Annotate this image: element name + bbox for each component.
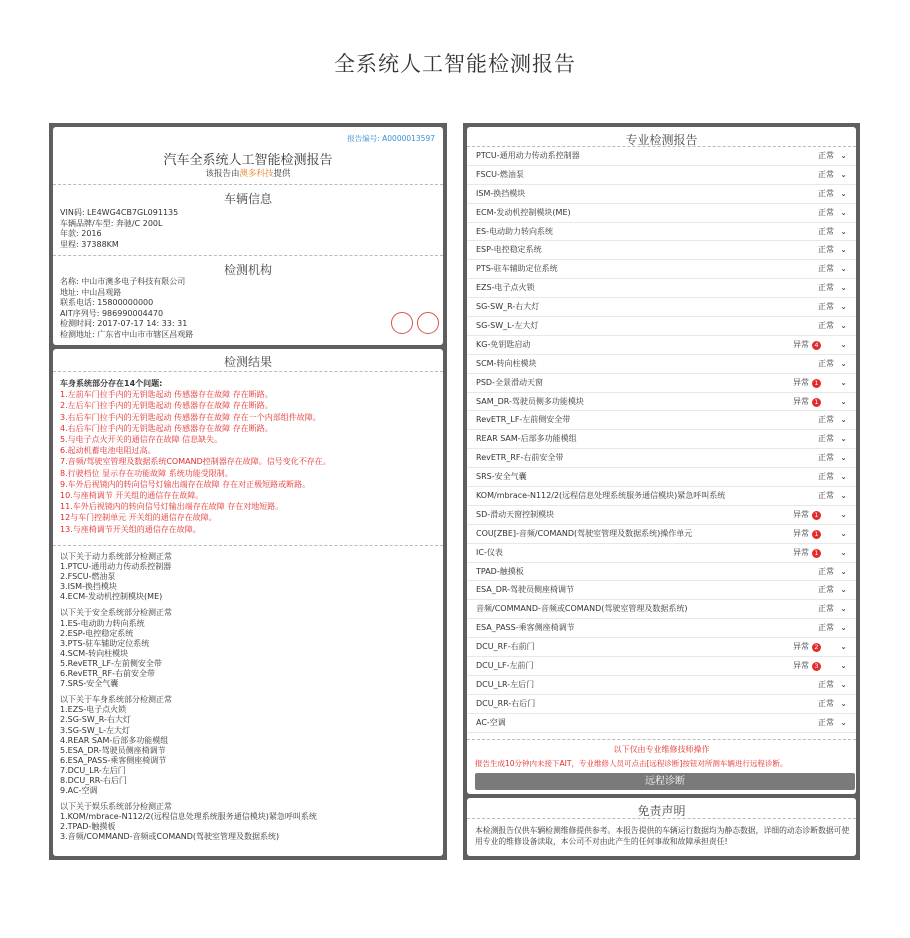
- module-name: SCM-转向柱模块: [476, 358, 537, 368]
- chevron-down-icon[interactable]: ⌄: [840, 642, 847, 652]
- module-row[interactable]: [467, 657, 856, 676]
- module-row[interactable]: [467, 676, 856, 695]
- module-row[interactable]: [467, 695, 856, 714]
- chevron-down-icon[interactable]: ⌄: [840, 151, 847, 160]
- module-row[interactable]: [467, 411, 856, 430]
- issues-list: [53, 378, 338, 535]
- module-row[interactable]: [467, 581, 856, 600]
- powertrain-group: [60, 552, 317, 602]
- module-row[interactable]: [467, 223, 856, 242]
- group-item: 3.音频/COMMAND-音频或COMAND(驾驶室管理及数据系统): [60, 832, 280, 842]
- group-item: 2.ESP-电控稳定系统: [60, 628, 134, 638]
- fault-count-badge: 1: [812, 549, 821, 558]
- chevron-down-icon[interactable]: ⌄: [840, 245, 847, 255]
- divider: [467, 739, 856, 740]
- module-name: 音频/COMMAND-音频或COMAND(驾驶室管理及数据系统): [476, 604, 688, 614]
- issue-item: 11.车外后视镜内的转向信号灯输出端存在故障 存在对地短路。: [60, 502, 284, 512]
- issue-item: 13.与座椅调节开关组的通信存在故障。: [60, 524, 201, 534]
- module-row[interactable]: [467, 241, 856, 260]
- module-status: 正常: [818, 283, 834, 293]
- divider: [53, 545, 443, 546]
- group-item: 1.EZS-电子点火锁: [60, 705, 127, 715]
- module-row[interactable]: [467, 506, 856, 525]
- vehicle-info: [60, 208, 178, 250]
- institution-address: 地址: 中山昌观路: [60, 287, 122, 297]
- group-item: 1.KOM/mbrace-N112/2(远程信息处理系统服务通信模块)紧急呼叫系统: [60, 812, 317, 822]
- module-name: TPAD-触摸板: [476, 566, 524, 576]
- module-name: DCU_RR-右后门: [476, 698, 536, 708]
- module-status: 正常: [818, 302, 834, 312]
- issue-item: 1.左前车门拉手内的无钥匙起动 传感器存在故障 存在断路。: [60, 390, 273, 400]
- chevron-down-icon[interactable]: ⌄: [840, 188, 847, 198]
- module-name: SG-SW_R-右大灯: [476, 302, 540, 312]
- fault-count-badge: 3: [812, 662, 821, 671]
- module-row[interactable]: [467, 260, 856, 279]
- chevron-down-icon[interactable]: ⌄: [840, 679, 847, 689]
- module-row[interactable]: [467, 336, 856, 355]
- module-status: 正常: [818, 245, 834, 255]
- module-list-card: [467, 127, 856, 794]
- module-row[interactable]: [467, 563, 856, 582]
- chevron-down-icon[interactable]: ⌄: [840, 491, 847, 501]
- module-status: 异常: [793, 396, 809, 406]
- disclaimer-title: 免责声明: [637, 804, 686, 818]
- chevron-down-icon[interactable]: ⌄: [840, 472, 847, 482]
- module-row[interactable]: [467, 185, 856, 204]
- inspection-location: 检测地址: 广东省中山市市辖区昌观路: [60, 329, 194, 339]
- issue-item: 3.右后车门拉手内的无钥匙起动 传感器存在故障 存在一个内部组件故障。: [60, 412, 321, 422]
- module-name: ECM-发动机控制模块(ME): [476, 207, 571, 217]
- module-name: ESA_DR-驾驶员侧座椅调节: [476, 585, 575, 595]
- safety-group: [60, 608, 317, 689]
- group-item: 6.ESA_PASS-乘客侧座椅调节: [60, 755, 167, 765]
- chevron-down-icon[interactable]: ⌄: [840, 283, 847, 293]
- disclaimer-text: 本检测报告仅供车辆检测维修提供参考。本报告提供的车辆运行数据均为静态数据，详细的动态诊断数据可使用专业的维修设备读取，本公司不对由此产生的任何事故和故障承担责任!: [475, 826, 850, 846]
- chevron-down-icon[interactable]: ⌄: [840, 509, 847, 519]
- chevron-down-icon[interactable]: ⌄: [840, 717, 847, 727]
- module-row[interactable]: [467, 600, 856, 619]
- remote-diagnosis-hint: 报告生成10分钟内未接下AIT，专业维修人员可点击[远程诊断]按钮对所测车辆进行远程诊断。: [475, 759, 788, 768]
- module-status: 异常: [793, 642, 809, 652]
- module-name: PTS-驻车辅助定位系统: [476, 264, 558, 274]
- issue-item: 10.与座椅调节 开关组的通信存在故障。: [60, 491, 204, 501]
- module-status: 异常: [793, 509, 809, 519]
- group-item: 5.RevETR_LF-左前侧安全带: [60, 658, 162, 668]
- module-status: 正常: [818, 434, 834, 444]
- module-name: EZS-电子点火锁: [476, 283, 535, 293]
- module-row[interactable]: [467, 430, 856, 449]
- module-status: 正常: [818, 264, 834, 274]
- professional-report-panel: [463, 123, 860, 860]
- remote-diagnosis-button[interactable]: 远程诊断: [475, 773, 855, 790]
- module-row[interactable]: [467, 468, 856, 487]
- institution-name: 名称: 中山市澳多电子科技有限公司: [60, 277, 186, 286]
- group-item: 7.SRS-安全气囊: [60, 679, 119, 689]
- module-status: 正常: [818, 623, 834, 633]
- module-status: 正常: [818, 415, 834, 425]
- group-item: 2.TPAD-触摸板: [60, 822, 116, 832]
- divider: [53, 184, 443, 185]
- seal-stamp-2: [417, 312, 439, 334]
- chevron-down-icon[interactable]: ⌄: [840, 566, 847, 576]
- chevron-down-icon[interactable]: ⌄: [840, 415, 847, 425]
- module-status: 异常: [793, 547, 809, 557]
- divider: [467, 818, 856, 819]
- provider-prefix: 该报告由: [205, 169, 240, 179]
- module-list: [467, 147, 856, 733]
- fault-count-badge: 2: [812, 643, 821, 652]
- vin: VIN码: LE4WG4CB7GL091135: [60, 208, 179, 217]
- module-status: 正常: [818, 472, 834, 482]
- vehicle-year: 年款: 2016: [60, 229, 102, 238]
- module-name: ESP-电控稳定系统: [476, 245, 542, 255]
- module-status: 正常: [818, 169, 834, 179]
- module-status: 正常: [818, 188, 834, 198]
- group-head: 以下关于安全系统部分检测正常: [60, 608, 172, 618]
- group-item: 7.DCU_LR-左后门: [60, 765, 126, 775]
- issue-item: 9.车外后视镜内的转向信号灯输出端存在故障 存在对正极短路或断路。: [60, 479, 311, 489]
- chevron-down-icon[interactable]: ⌄: [840, 321, 847, 331]
- entertainment-group: [60, 802, 317, 842]
- module-row[interactable]: [467, 714, 856, 733]
- group-item: 8.DCU_RR-右后门: [60, 775, 127, 785]
- institution-title: 检测机构: [223, 263, 272, 277]
- report-title: 汽车全系统人工智能检测报告: [163, 153, 333, 168]
- module-row[interactable]: [467, 449, 856, 468]
- module-status: 异常: [793, 661, 809, 671]
- module-row[interactable]: [467, 525, 856, 544]
- module-row[interactable]: [467, 544, 856, 563]
- chevron-down-icon[interactable]: ⌄: [840, 547, 847, 557]
- vehicle-brand: 车辆品牌/车型: 奔驰/C 200L: [60, 218, 163, 228]
- inspection-time: 检测时间: 2017-07-17 14: 33: 31: [60, 319, 188, 328]
- body-group: [60, 695, 317, 796]
- issue-item: 8.行驶档位 显示存在功能故障 系统功能受限制。: [60, 468, 233, 478]
- fault-count-badge: 1: [812, 398, 821, 407]
- issue-item: 4.右后车门拉手内的无钥匙起动 传感器存在故障 存在断路。: [60, 423, 273, 433]
- chevron-down-icon[interactable]: ⌄: [840, 396, 847, 406]
- module-name: KG-免钥匙启动: [476, 339, 531, 349]
- module-name: SRS-安全气囊: [476, 472, 527, 482]
- module-status: 正常: [818, 453, 834, 463]
- chevron-down-icon[interactable]: ⌄: [840, 226, 847, 236]
- module-name: DCU_RF-右前门: [476, 642, 535, 652]
- group-item: 4.ECM-发动机控制模块(ME): [60, 592, 163, 602]
- summary-report-panel: [49, 123, 447, 860]
- chevron-down-icon[interactable]: ⌄: [840, 339, 847, 349]
- module-row[interactable]: [467, 355, 856, 374]
- chevron-down-icon[interactable]: ⌄: [840, 623, 847, 633]
- seal-stamp-1: [391, 312, 413, 334]
- module-row[interactable]: [467, 279, 856, 298]
- module-status: 正常: [818, 717, 834, 727]
- issue-item: 12与车门控制单元 开关组的通信存在故障。: [60, 513, 217, 523]
- module-row[interactable]: [467, 317, 856, 336]
- chevron-down-icon[interactable]: ⌄: [840, 169, 847, 179]
- module-name: DCU_LF-左前门: [476, 661, 534, 671]
- module-name: IC-仪表: [476, 547, 503, 557]
- module-name: COU[ZBE]-音频/COMAND(驾驶室管理及数据系统)操作单元: [476, 528, 693, 538]
- module-status: 正常: [818, 698, 834, 708]
- chevron-down-icon[interactable]: ⌄: [840, 698, 847, 708]
- vehicle-mileage: 里程: 37388KM: [60, 239, 119, 249]
- group-item: 9.AC-空调: [60, 786, 98, 796]
- normal-groups: [53, 552, 324, 849]
- module-name: PSD-全景滑动天窗: [476, 377, 543, 387]
- module-status: 异常: [793, 339, 809, 349]
- fault-count-badge: 1: [812, 379, 821, 388]
- module-status: 正常: [818, 358, 834, 368]
- group-head: 以下关于车身系统部分检测正常: [60, 695, 172, 705]
- group-item: 2.SG-SW_R-右大灯: [60, 715, 131, 725]
- technician-hint: 以下仅由专业维修技师操作: [613, 745, 710, 754]
- issue-item: 6.起动机蓄电池电阻过高。: [60, 446, 156, 456]
- chevron-down-icon[interactable]: ⌄: [840, 434, 847, 444]
- module-name: REAR SAM-后部多功能模组: [476, 434, 577, 444]
- issues-head: 车身系统部分存在14个问题:: [60, 379, 163, 388]
- fault-count-badge: 1: [812, 511, 821, 520]
- module-name: SAM_DR-驾驶员侧多功能模块: [476, 396, 584, 406]
- group-head: 以下关于动力系统部分检测正常: [60, 552, 172, 561]
- module-name: AC-空调: [476, 717, 506, 727]
- module-row[interactable]: [467, 374, 856, 393]
- fault-count-badge: 1: [812, 530, 821, 539]
- group-item: 3.ISM-换挡模块: [60, 582, 117, 592]
- module-status: 正常: [818, 679, 834, 689]
- module-row[interactable]: [467, 619, 856, 638]
- chevron-down-icon[interactable]: ⌄: [840, 358, 847, 368]
- module-name: PTCU-通用动力传动系控制器: [476, 151, 580, 160]
- group-item: 4.SCM-转向柱模块: [60, 648, 129, 658]
- provider-name: 澳多科技: [239, 169, 274, 179]
- module-name: ESA_PASS-乘客侧座椅调节: [476, 623, 575, 633]
- issue-item: 5.与电子点火开关的通信存在故障 信息缺失。: [60, 435, 223, 445]
- provider-suffix: 提供: [273, 169, 291, 179]
- issue-item: 7.音频/驾驶室管理及数据系统COMAND控制器存在故障。信号变化不存在。: [60, 457, 331, 467]
- module-row[interactable]: [467, 487, 856, 506]
- module-name: DCU_LR-左后门: [476, 679, 535, 689]
- chevron-down-icon[interactable]: ⌄: [840, 661, 847, 671]
- chevron-down-icon[interactable]: ⌄: [840, 585, 847, 595]
- module-status: 异常: [793, 528, 809, 538]
- report-number: 报告编号: A0000013597: [347, 134, 435, 143]
- disclaimer-card: [467, 798, 856, 856]
- module-status: 正常: [818, 226, 834, 236]
- module-name: FSCU-燃油泵: [476, 169, 524, 179]
- module-status: 正常: [818, 566, 834, 576]
- module-status: 正常: [818, 151, 834, 160]
- group-item: 3.SG-SW_L-左大灯: [60, 725, 130, 735]
- fault-count-badge: 4: [812, 341, 821, 350]
- results-title: 检测结果: [223, 355, 272, 369]
- divider: [53, 255, 443, 256]
- group-head: 以下关于娱乐系统部分检测正常: [60, 802, 172, 812]
- module-row[interactable]: [467, 166, 856, 185]
- chevron-down-icon[interactable]: ⌄: [840, 604, 847, 614]
- chevron-down-icon[interactable]: ⌄: [840, 453, 847, 463]
- module-row[interactable]: [467, 393, 856, 412]
- results-card: [53, 349, 443, 856]
- chevron-down-icon[interactable]: ⌄: [840, 302, 847, 312]
- group-item: 4.REAR SAM-后部多功能模组: [60, 735, 169, 745]
- module-name: RevETR_LF-左前侧安全带: [476, 415, 571, 425]
- module-name: ES-电动助力转向系统: [476, 226, 554, 236]
- group-item: 2.FSCU-燃油泵: [60, 572, 116, 582]
- module-row[interactable]: [467, 298, 856, 317]
- chevron-down-icon[interactable]: ⌄: [840, 264, 847, 274]
- module-name: SG-SW_L-左大灯: [476, 321, 539, 331]
- report-provider: [53, 167, 443, 179]
- module-name: RevETR_RF-右前安全带: [476, 453, 564, 463]
- group-item: 5.ESA_DR-驾驶员侧座椅调节: [60, 745, 166, 755]
- divider: [53, 371, 443, 372]
- chevron-down-icon[interactable]: ⌄: [840, 377, 847, 387]
- vehicle-info-title: 车辆信息: [223, 192, 272, 206]
- module-status: 正常: [818, 491, 834, 501]
- chevron-down-icon[interactable]: ⌄: [840, 528, 847, 538]
- report-header-card: [53, 127, 443, 345]
- page-title: 全系统人工智能检测报告: [334, 52, 576, 76]
- group-item: 3.PTS-驻车辅助定位系统: [60, 638, 150, 648]
- module-status: 正常: [818, 585, 834, 595]
- group-item: 1.ES-电动助力转向系统: [60, 618, 145, 628]
- module-status: 异常: [793, 377, 809, 387]
- module-row[interactable]: [467, 638, 856, 657]
- group-item: 1.PTCU-通用动力传动系控制器: [60, 562, 172, 572]
- module-status: 正常: [818, 207, 834, 217]
- module-name: KOM/mbrace-N112/2(远程信息处理系统服务通信模块)紧急呼叫系统: [476, 491, 726, 501]
- module-row[interactable]: [467, 147, 856, 166]
- module-name: ISM-换挡模块: [476, 188, 526, 198]
- ait-serial: AIT序列号: 986990004470: [60, 308, 164, 318]
- institution-info: [60, 277, 193, 340]
- chevron-down-icon[interactable]: ⌄: [840, 207, 847, 217]
- institution-phone: 联系电话: 15800000000: [60, 298, 154, 307]
- issue-item: 2.左后车门拉手内的无钥匙起动 传感器存在故障 存在断路。: [60, 401, 273, 411]
- group-item: 6.RevETR_RF-右前安全带: [60, 669, 156, 679]
- module-row[interactable]: [467, 204, 856, 223]
- professional-report-title: 专业检测报告: [625, 133, 698, 147]
- module-status: 正常: [818, 604, 834, 614]
- module-status: 正常: [818, 321, 834, 331]
- module-name: SD-滑动天窗控制模块: [476, 509, 555, 519]
